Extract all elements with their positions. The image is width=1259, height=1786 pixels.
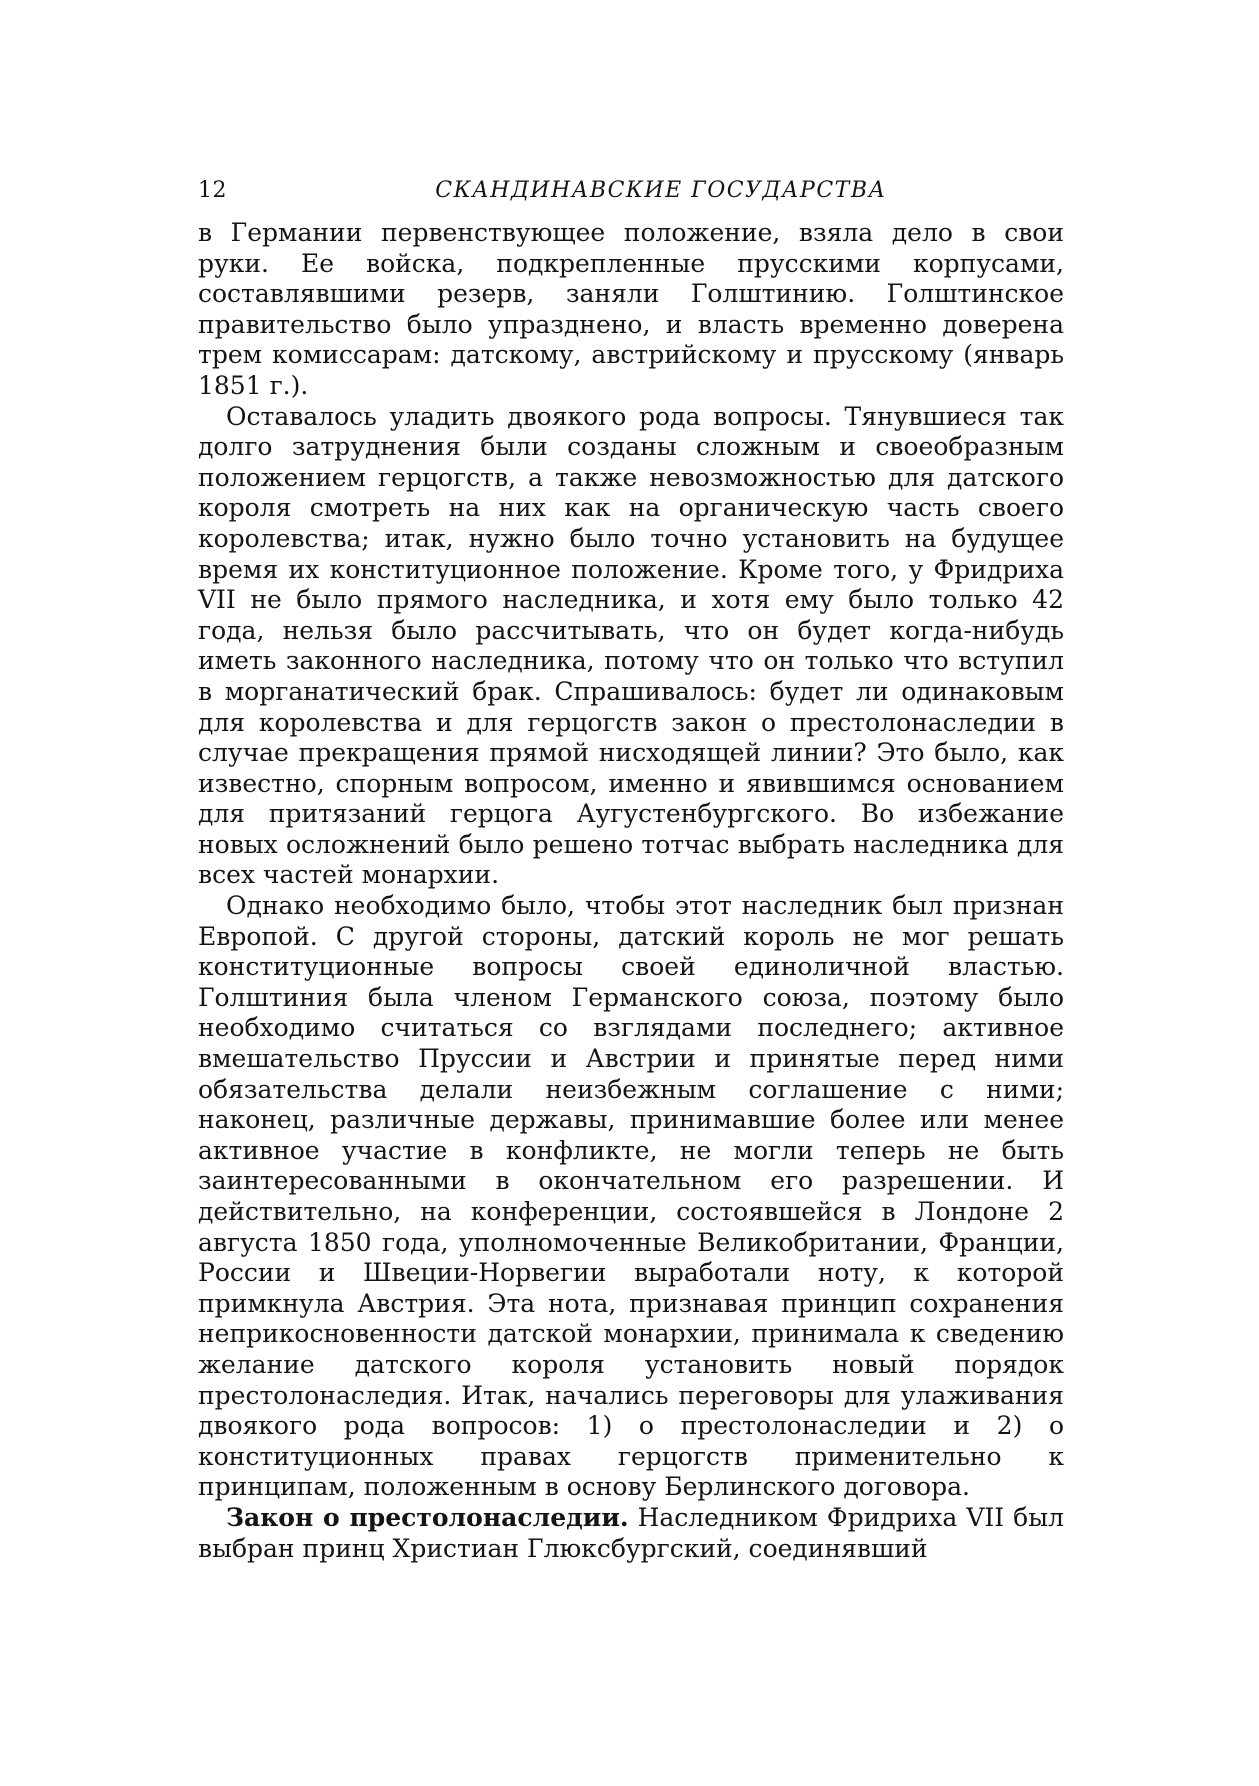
page-number: 12 [198,178,227,203]
paragraph-continuation [198,218,1064,402]
book-page [198,178,1064,1564]
paragraph-text: Однако необходимо было, чтобы этот наследник был признан Европой. С другой стороны, датский король не мог решать конституционные вопросы своей единоличной властью. Голштиния была членом Германского союза, поэтому было необходимо считаться со взглядами последнего; активное вмешательство Пруссии и Австрии и принятые перед ними обязательства делали неизбежным соглашение с ними; наконец, различные державы, принимавшие более или менее активное участие в конфликте, не могли теперь не быть заинтересованными в окончательном его разрешении. И действительно, на конференции, состоявшейся в Лондоне 2 августа 1850 года, уполномоченные Великобритании, Франции, России и Швеции-Норвегии выработали ноту, к которой примкнула Австрия. Эта нота, признавая принцип сохранения неприкосновенности датской монархии, принимала к сведению желание датского короля установить новый порядок престолонаследия. Итак, начались переговоры для улаживания двоякого рода вопросов: 1) о престолонаследии и 2) о конституционных правах герцогств применительно к принципам, положенным в основу Берлинского договора. [198,891,1064,1502]
body-text [198,218,1064,1564]
paragraph-succession-law [198,1503,1064,1564]
running-title: СКАНДИНАВСКИЕ ГОСУДАРСТВА [435,178,887,203]
paragraph-text: Наследником Фридриха VII был выбран принц Христиан Глюксбургский, соединявший [198,1502,1064,1563]
section-heading: Закон о престолонаследии. [226,1502,629,1532]
running-head [198,178,1064,218]
paragraph-succession-questions [198,402,1064,892]
paragraph-text: в Германии первенствующее положение, взяла дело в свои руки. Ее войска, подкрепленные прусскими корпусами, составлявшими резерв, заняли Голштинию. Голштинское правительство было упразднено, и власть временно доверена трем комиссарам: датскому, австрийскому и прусскому (январь 1851 г.). [198,218,1064,400]
paragraph-text: Оставалось уладить двоякого рода вопросы. Тянувшиеся так долго затруднения были созданы сложным и своеобразным положением герцогств, а также невозможностью для датского короля смотреть на них как на органическую часть своего королевства; итак, нужно было точно установить на будущее время их конституционное положение. Кроме того, у Фридриха VII не было прямого наследника, и хотя ему было только 42 года, нельзя было рассчитывать, что он будет когда-нибудь иметь законного наследника, потому что он только что вступил в морганатический брак. Спрашивалось: будет ли одинаковым для королевства и для герцогств закон о престолонаследии в случае прекращения прямой нисходящей линии? Это было, как известно, спорным вопросом, именно и явившимся основанием для притязаний герцога Аугустенбургского. Во избежание новых осложнений было решено тотчас выбрать наследника для всех частей монархии. [198,401,1064,890]
paragraph-london-conference [198,891,1064,1503]
